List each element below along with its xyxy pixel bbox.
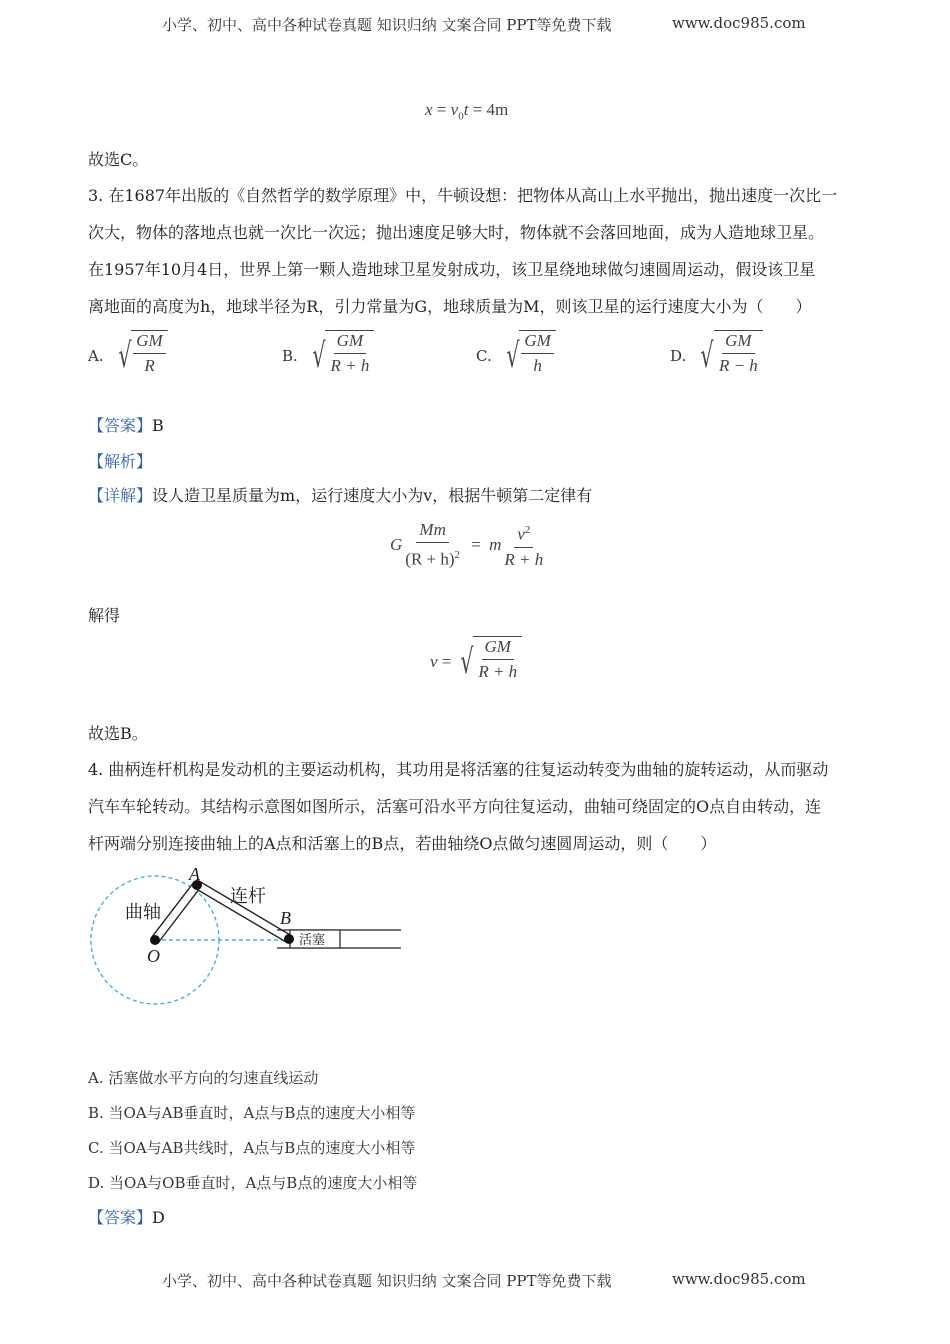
q3-answer: 【答案】B (88, 416, 164, 435)
q4-line-2: 汽车车轮转动。其结构示意图如图所示，活塞可沿水平方向往复运动，曲轴可绕固定的O点自由转动，连 (88, 797, 822, 816)
q3-line-4: 离地面的高度为h，地球半径为R，引力常量为G，地球质量为M，则该卫星的运行速度大小为（ ） (88, 297, 812, 316)
q3-analysis-tag: 【解析】 (88, 452, 153, 471)
label-crank: 曲轴 (125, 902, 161, 923)
q4-option-b[interactable]: B. 当OA与AB垂直时，A点与B点的速度大小相等 (88, 1104, 416, 1122)
q4-line-3: 杆两端分别连接曲轴上的A点和活塞上的B点，若曲轴绕O点做匀速圆周运动，则（ ） (88, 834, 717, 853)
q3-option-b[interactable]: B. √ $\frac{GM}{R + h}$ (282, 330, 374, 382)
label-a: A (189, 864, 200, 884)
q4-option-d[interactable]: D. 当OA与OB垂直时，A点与B点的速度大小相等 (88, 1174, 418, 1192)
q4-option-c[interactable]: C. 当OA与AB共线时，A点与B点的速度大小相等 (88, 1139, 416, 1157)
equation-distance: $x = v_0t = 4m$ (425, 100, 509, 123)
point-o (150, 935, 160, 945)
q4-answer: 【答案】D (88, 1208, 165, 1227)
crank-rod-diagram (85, 860, 415, 1010)
header-url: www.doc985.com (672, 14, 806, 32)
q3-line-2: 次大，物体的落地点也就一次比一次远；抛出速度足够大时，物体就不会落回地面，成为人造地球卫星。 (88, 223, 825, 242)
label-piston: 活塞 (299, 933, 326, 948)
label-o: O (147, 946, 160, 966)
point-b (284, 934, 294, 944)
equation-velocity: v = √ $\frac{GM}{R + h}$ (430, 636, 522, 688)
footer-text: 小学、初中、高中各种试卷真题 知识归纳 文案合同 PPT等免费下载 (162, 1272, 612, 1290)
q3-solve: 解得 (88, 606, 121, 625)
q3-line-3: 在1957年10月4日，世界上第一颗人造地球卫星发射成功，该卫星绕地球做匀速圆周运动，假设该卫星 (88, 260, 816, 279)
q3-option-c[interactable]: C. √ $\frac{GM}{h}$ (476, 330, 556, 382)
q3-option-d[interactable]: D. √ $\frac{GM}{R - h}$ (670, 330, 763, 382)
q3-line-1: 3. 在1687年出版的《自然哲学的数学原理》中，牛顿设想：把物体从高山上水平抛出，抛出速度一次比一 (88, 186, 838, 205)
equation-gravity: G $\frac{Mm}{(R + h)^2}$ = m $\frac{v^2}{R + h}$ (390, 520, 544, 569)
q4-option-a[interactable]: A. 活塞做水平方向的匀速直线运动 (88, 1069, 319, 1087)
q2-conclusion: 故选C。 (88, 150, 149, 169)
label-rod: 连杆 (230, 886, 266, 907)
q4-line-1: 4. 曲柄连杆机构是发动机的主要运动机构，其功用是将活塞的往复运动转变为曲轴的旋转运动，从而驱动 (88, 760, 829, 779)
q3-detail: 【详解】设人造卫星质量为m，运行速度大小为v，根据牛顿第二定律有 (88, 486, 593, 505)
footer-url: www.doc985.com (672, 1270, 806, 1288)
label-b: B (280, 908, 291, 928)
q3-conclusion: 故选B。 (88, 724, 148, 743)
header-text: 小学、初中、高中各种试卷真题 知识归纳 文案合同 PPT等免费下载 (162, 16, 612, 34)
q3-option-a[interactable]: A. √ $\frac{GM}{R}$ (88, 330, 168, 382)
